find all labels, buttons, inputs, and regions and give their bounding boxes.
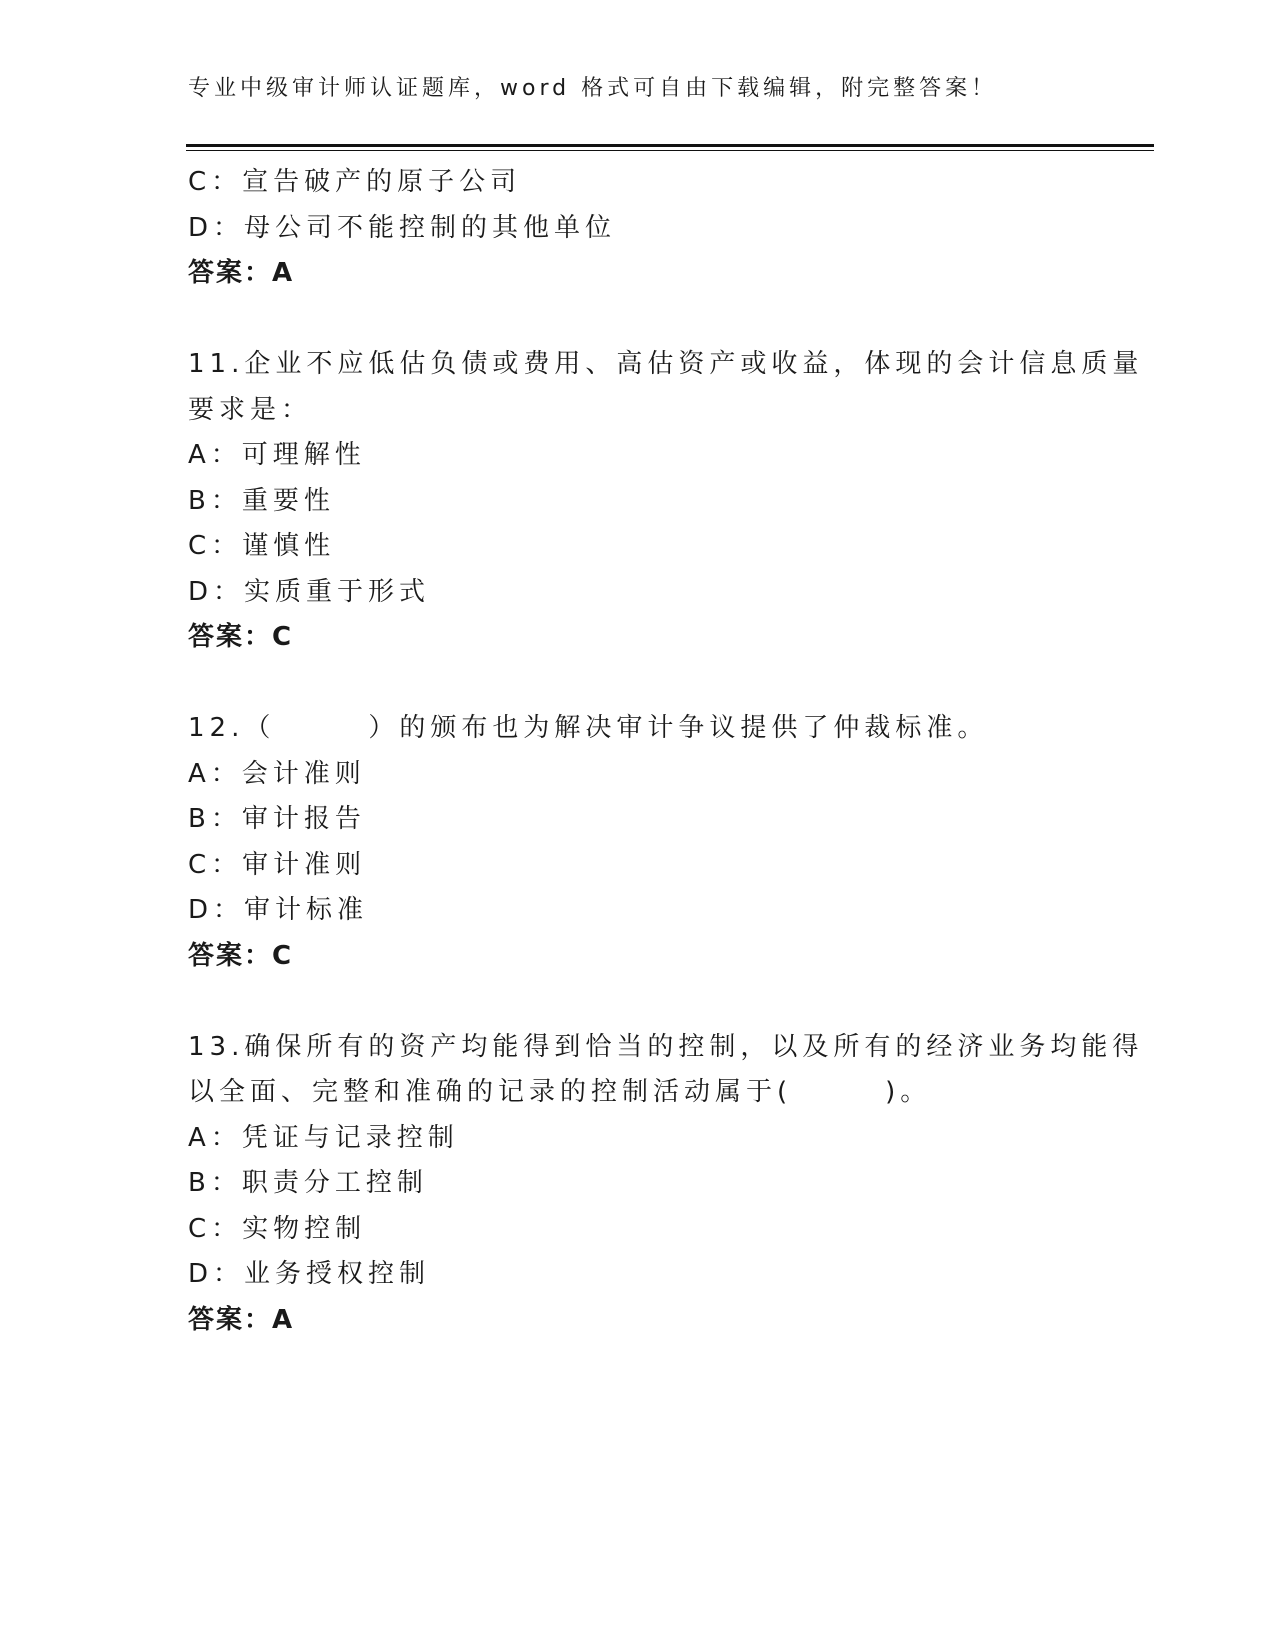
option-b: B：职责分工控制 [188,1168,428,1198]
answer-line: 答案：C [188,940,294,971]
option-b: B：审计报告 [188,804,366,834]
question-13 [188,1025,1144,1344]
option-d: D：审计标准 [188,895,369,925]
answer-line: 答案：C [188,622,294,652]
option-a: A：可理解性 [188,440,366,470]
option-c: C：实物控制 [188,1213,367,1244]
option-a: A：会计准则 [188,758,366,789]
question-11 [188,342,1144,661]
option-c: C：审计准则 [188,849,367,880]
question-stem: 11.企业不应低估负债或费用、高估资产或收益，体现的会计信息质量 [188,349,1144,379]
option-c: C：宣告破产的原子公司 [188,167,522,197]
option-c: C：谨慎性 [188,531,336,561]
header-divider [186,144,1154,150]
answer-line: 答案：A [188,1304,295,1335]
question-stem: 12.（ ）的颁布也为解决审计争议提供了仲裁标准。 [188,713,989,743]
question-stem: 13.确保所有的资产均能得到恰当的控制，以及所有的经济业务均能得 [188,1031,1144,1062]
option-d: D：母公司不能控制的其他单位 [188,212,617,243]
question-stem: 以全面、完整和准确的记录的控制活动属于( )。 [188,1077,932,1107]
option-a: A：凭证与记录控制 [188,1122,459,1153]
document-header: 专业中级审计师认证题库，word 格式可自由下载编辑，附完整答案！ [188,76,998,101]
prev-question-tail [188,160,1088,297]
question-stem: 要求是： [188,394,313,425]
option-b: B：重要性 [188,485,335,516]
question-12 [188,706,1088,979]
option-d: D：实质重于形式 [188,576,431,607]
question-list [188,160,1144,1343]
option-d: D：业务授权控制 [188,1259,431,1289]
answer-line: 答案：A [188,258,295,288]
